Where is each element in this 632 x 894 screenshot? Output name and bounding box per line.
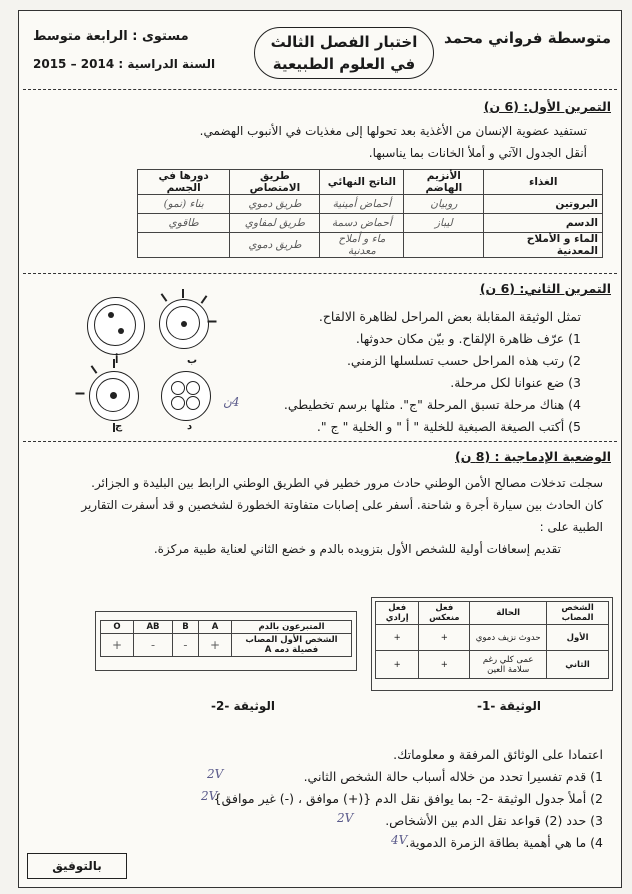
label-c: ج xyxy=(115,421,123,432)
ex3-instruction: اعتمادا على الوثائق المرفقة و معلوماتك. xyxy=(393,747,603,762)
table-row xyxy=(138,214,603,233)
divider xyxy=(23,441,617,442)
enzyme-cell: روبيان xyxy=(404,195,484,214)
value-ab: - xyxy=(134,634,173,657)
person-cell: الأول xyxy=(547,625,609,651)
ex2-q3: 3) ضع عنوانا لكل مرحلة. xyxy=(450,375,581,390)
divider xyxy=(23,89,617,90)
table-row xyxy=(138,233,603,258)
th-reflex: فعل منعكس xyxy=(419,602,470,625)
cell-b xyxy=(159,299,209,349)
state-cell: عمى كلي رغم سلامة العين xyxy=(470,651,547,679)
ex3-title: الوضعية الإدماجية : (8 ن) xyxy=(455,449,611,464)
ex1-text-1: تستفيد عضوية الإنسان من الأغذية بعد تحولها إلى مغذيات في الأنبوب الهضمي. xyxy=(199,124,587,138)
th-donors: المتبرعون بالدم xyxy=(232,621,352,634)
table-row xyxy=(138,195,603,214)
product-cell: أحماض دسمة xyxy=(320,214,404,233)
th-o: O xyxy=(101,621,134,634)
reflex-cell: + xyxy=(419,625,470,651)
label-a: أ xyxy=(115,355,119,366)
label-d: د xyxy=(187,421,193,432)
school-name: متوسطة فرواني محمد xyxy=(444,29,611,47)
good-luck-box: بالتوفيق xyxy=(27,853,127,879)
role-cell: بناء (نمو) xyxy=(138,195,230,214)
fertilization-figure xyxy=(79,289,219,432)
recipient-label-1: الشخص الأول المصاب xyxy=(245,635,338,645)
exam-title-line2: في العلوم الطبيعية xyxy=(272,55,416,73)
mark-4: 4V xyxy=(391,833,408,847)
divider xyxy=(23,273,617,274)
table-row xyxy=(101,634,352,657)
ex1-title: التمرين الأول: (6 ن) xyxy=(483,99,611,114)
ex2-q4: 4) هناك مرحلة تسبق المرحلة "ج". مثلها برسم تخطيطي. xyxy=(283,397,581,412)
state-cell: حدوث نزيف دموي xyxy=(470,625,547,651)
ex2-q2: 2) رتب هذه المراحل حسب تسلسلها الزمني. xyxy=(346,353,581,368)
ex3-q3: 3) حدد (2) قواعد نقل الدم بين الأشخاص. xyxy=(385,813,603,828)
reflex-cell: + xyxy=(419,651,470,679)
th-b: B xyxy=(172,621,198,634)
mark-3: 2V xyxy=(337,811,354,825)
value-a: + xyxy=(198,634,231,657)
ex3-text-2: كان الحادث بين سيارة أجرة و شاحنة. أسفر على إصابات متفاوتة الخطورة لشخصين و قد أسفرت التقارير xyxy=(81,498,603,512)
voluntary-cell: + xyxy=(376,651,419,679)
doc2-frame xyxy=(95,611,357,671)
role-cell xyxy=(138,233,230,258)
recipient-cell xyxy=(232,634,352,657)
voluntary-cell: + xyxy=(376,625,419,651)
cell-c xyxy=(89,371,139,421)
table-row xyxy=(376,651,609,679)
cell-d xyxy=(161,371,211,421)
food-cell: الدسم xyxy=(484,214,603,233)
th-person: الشخص المصاب xyxy=(547,602,609,625)
ex1-table xyxy=(137,169,603,258)
th-role: دورها في الجسم xyxy=(138,170,230,195)
th-voluntary: فعل إرادي xyxy=(376,602,419,625)
recipient-label-2: فصيلة دمه A xyxy=(264,645,319,655)
table-row xyxy=(376,625,609,651)
absorption-cell: طريق دموي xyxy=(230,195,320,214)
th-ab: AB xyxy=(134,621,173,634)
doc2-table xyxy=(100,620,352,657)
value-o: + xyxy=(101,634,134,657)
absorption-cell: طريق لمفاوي xyxy=(230,214,320,233)
ex1-text-2: أنقل الجدول الآتي و أملأ الخانات بما يناسبها. xyxy=(368,146,587,160)
absorption-cell: طريق دموي xyxy=(230,233,320,258)
person-cell: الثاني xyxy=(547,651,609,679)
food-cell: الماء و الأملاح المعدنية xyxy=(484,233,603,258)
ex2-q5: 5) أكتب الصيغة الصبغية للخلية " أ " و الخلية " ج ". xyxy=(316,419,581,434)
school-year: السنة الدراسية : 2014 – 2015 xyxy=(33,57,216,71)
role-cell: طاقوي xyxy=(138,214,230,233)
th-state: الحالة xyxy=(470,602,547,625)
doc2-caption: الوثيقة -2- xyxy=(211,699,275,713)
th-product: الناتج النهائي xyxy=(320,170,404,195)
th-enzyme: الأنزيم الهاضم xyxy=(404,170,484,195)
food-cell: البروتين xyxy=(484,195,603,214)
doc1-table xyxy=(375,601,609,679)
ex3-text-4: تقديم إسعافات أولية للشخص الأول بتزويده بالدم و خضع الثاني لعناية طبية مركزة. xyxy=(153,542,561,556)
cell-a xyxy=(87,297,145,355)
value-b: - xyxy=(172,634,198,657)
enzyme-cell: ليباز xyxy=(404,214,484,233)
ex2-q1: 1) عرّف ظاهرة الإلقاح. و بيّن مكان حدوثها. xyxy=(355,331,581,346)
mark-1: 2V xyxy=(207,767,224,781)
product-cell: أحماض أمينية xyxy=(320,195,404,214)
exam-page xyxy=(18,10,622,888)
doc1-caption: الوثيقة -1- xyxy=(477,699,541,713)
level: مستوى : الرابعة متوسط xyxy=(33,29,189,44)
ex2-handwritten-mark: 4ن xyxy=(223,395,240,409)
th-food: الغذاء xyxy=(484,170,603,195)
ex3-text-3: الطبية على : xyxy=(539,520,603,534)
mark-2: 2V xyxy=(201,789,218,803)
doc1-frame xyxy=(371,597,613,691)
th-a: A xyxy=(198,621,231,634)
product-cell: ماء و أملاح معدنية xyxy=(320,233,404,258)
ex3-text-1: سجلت تدخلات مصالح الأمن الوطني حادث مرور خطير في الطريق الوطني الرابط بين البليدة و الجزائر. xyxy=(91,476,603,490)
enzyme-cell xyxy=(404,233,484,258)
exam-title-line1: اختبار الفصل الثالث xyxy=(270,33,418,51)
th-absorption: طريق الامتصاص xyxy=(230,170,320,195)
ex3-q4: 4) ما هي أهمية بطاقة الزمرة الدموية. xyxy=(405,835,603,850)
label-b: ب xyxy=(187,355,198,366)
ex3-q2: 2) أملأ جدول الوثيقة -2- بما يوافق نقل الدم {(+) موافق ، (-) غير موافق} xyxy=(213,791,603,806)
ex2-title: التمرين الثاني: (6 ن) xyxy=(479,281,611,296)
exam-title-box xyxy=(254,27,434,79)
ex2-intro: تمثل الوثيقة المقابلة بعض المراحل لظاهرة الالقاح. xyxy=(318,309,581,324)
ex3-q1: 1) قدم تفسيرا تحدد من خلاله أسباب حالة الشخص الثاني. xyxy=(303,769,603,784)
